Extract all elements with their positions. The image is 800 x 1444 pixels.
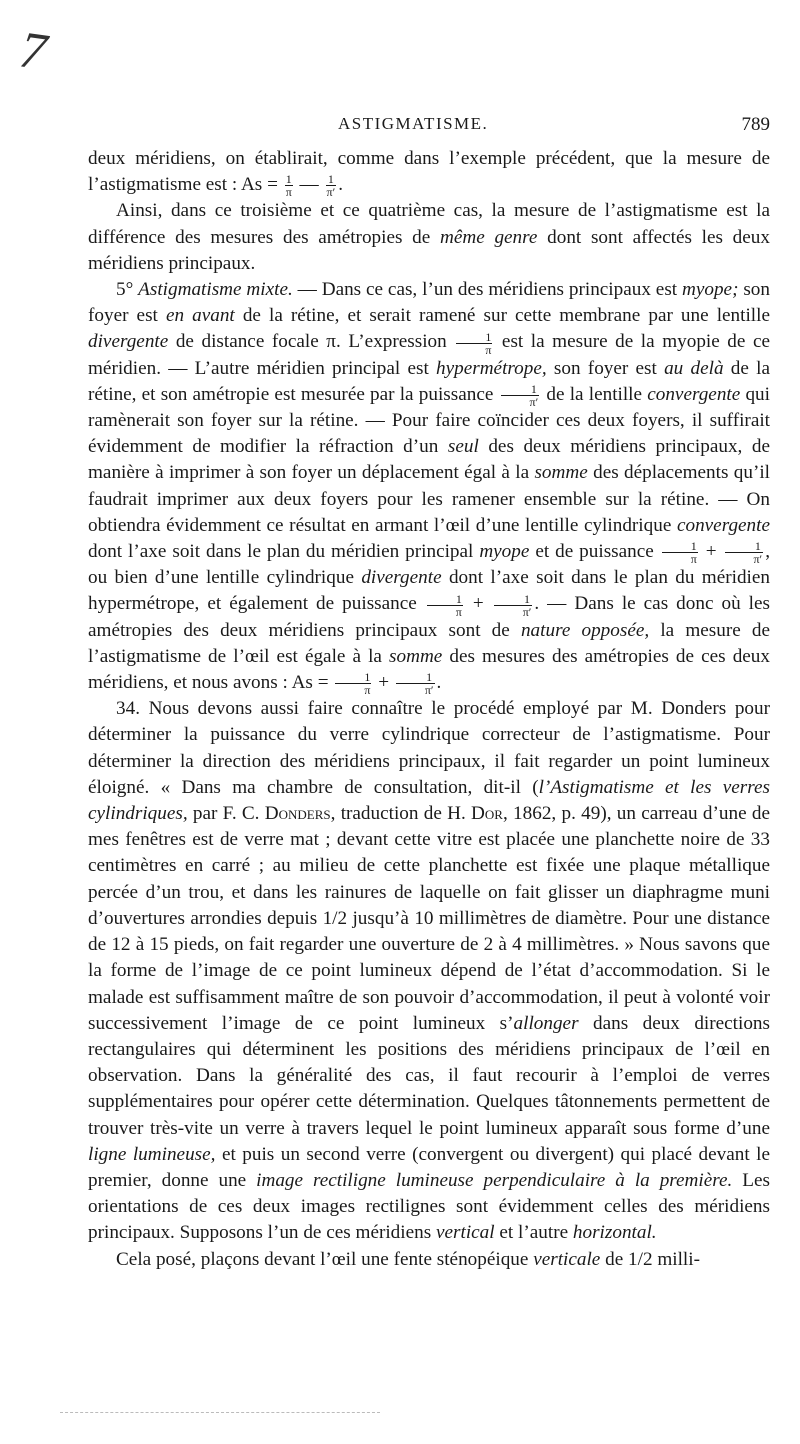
running-head	[88, 114, 770, 142]
text-span: des déplacements qu’il faudrait imprimer aux deux foyers pour les ramener ensemble sur la rétine. — On obtiendra évidemment ce résultat en armant l’œil d’une lentille cylindrique	[88, 462, 770, 536]
text-span: son foyer est	[546, 357, 665, 379]
italic-span: divergente	[88, 331, 169, 353]
text-span: est la mesure de la myopie de ce méridien. — L’autre méridien principal est	[88, 331, 770, 379]
fraction-denominator: π′	[522, 604, 532, 619]
fraction-numerator: 1	[725, 540, 764, 553]
author-name: Donders	[264, 803, 331, 825]
handwritten-mark: 7	[16, 21, 50, 82]
fraction-numerator: 1	[396, 671, 435, 684]
fraction-numerator: 1	[501, 383, 540, 396]
fraction-numerator: 1	[326, 173, 337, 186]
fraction-denominator: π	[690, 552, 697, 567]
fraction-numerator: 1	[335, 671, 371, 684]
fraction-numerator: 1	[285, 172, 292, 187]
text-span: dont l’axe soit dans le plan du méridien principal	[88, 541, 480, 563]
text-span: des mesures des amétropies de ces deux méridiens, et nous avons : As =	[88, 645, 770, 694]
italic-span: myope	[479, 541, 530, 563]
italic-span: horizontal.	[572, 1222, 657, 1244]
paragraph-3	[88, 277, 770, 696]
italic-span: en avant	[165, 305, 235, 327]
text-span: de la lentille	[541, 383, 648, 405]
text-span: son foyer est	[88, 279, 770, 327]
text-span: dans deux directions rectangulaires qui déterminent les positions des méridiens principaux de l’œil en observation. Dans la généralité des cas, il faut recourir à l’emploi de verres supplémentaires pour opérer cette détermination. Quelques tâtonnements permettent de trouver très-vite un verre à travers lequel le point lumineux apparaît sous forme d’une	[88, 1012, 770, 1139]
plus-sign: +	[699, 541, 723, 563]
fraction-denominator: π	[455, 604, 462, 619]
text-span: .	[436, 672, 442, 694]
text-span: la mesure de l’astigmatisme de l’œil est égale à la	[88, 619, 770, 667]
fraction-numerator: 1	[662, 540, 698, 553]
fraction-denominator: π′	[326, 185, 336, 200]
italic-span: nature opposée,	[520, 619, 650, 641]
italic-span: convergente	[647, 383, 741, 405]
text-span: par F. C.	[187, 803, 265, 825]
footer-rule	[60, 1412, 380, 1413]
text-span: , ou bien d’une lentille cylindrique	[88, 541, 770, 589]
fraction-numerator: 1	[427, 593, 463, 606]
text-span: deux méridiens, on établirait, comme dans l’exemple précédent, que la mesure de l’astigmatisme est : As =	[88, 148, 770, 196]
plus-sign: +	[464, 593, 492, 615]
fraction-denominator: π′	[424, 683, 434, 698]
text-span: 34. Nous devons aussi faire connaître le procédé employé par M. Donders pour déterminer la puissance du verre cylindrique correcteur de l’astigmatisme. Pour déterminer la direction des méridiens principaux, il fait regarder un point lumineux éloigné. « Dans ma chambre de consultation, dit-il (	[88, 698, 770, 798]
text-span: , 1862, p. 49), un carreau d’une de mes fenêtres est de verre mat ; devant cette vitre est placée une planchette noire de 33 centimètres en carré ; au milieu de cette planchette est fixée une plaque métallique percée d’un trou, et dans les rainures de laquelle on fait glisser un diaphragme muni d’ouvertures arrondies depuis 1/2 jusqu’à 10 millimètres de diamètre. Pour une distance de 12 à 15 pieds, on fait regarder une ouverture de 2 à 4 millimètres. » Nous savons que la forme de l’image de ce point lumineux dépend de l’état d’accommodation. Si le malade est suffisamment maître de son pouvoir d’accommodation, il peut à volonté voir successivement l’image de ce point lumineux s’	[88, 803, 770, 1034]
fraction-1-over-pi-prime	[494, 593, 533, 618]
text-span: . — Dans le cas donc où les amétropies des deux méridiens principaux sont de	[88, 593, 770, 641]
fraction-denominator: π	[285, 185, 292, 200]
translator-name: Dor	[471, 803, 503, 825]
italic-span: image rectiligne lumineuse perpendiculaire à la première.	[256, 1169, 733, 1191]
text-span: de la rétine, et son amétropie est mesurée par la puissance	[88, 357, 770, 405]
italic-span: allonger	[513, 1012, 579, 1034]
text-span: — Dans ce cas, l’un des méridiens principaux est	[292, 279, 682, 301]
body-text	[88, 146, 770, 1273]
fraction-1-over-pi-prime	[501, 383, 540, 408]
plus-sign: +	[373, 672, 394, 694]
fraction-1-over-pi	[427, 593, 463, 618]
fraction-1-over-pi	[456, 331, 492, 356]
text-span: de distance focale π. L’expression	[168, 331, 455, 353]
text-span: des deux méridiens principaux, de manière à imprimer à son foyer un déplacement égal à la	[88, 436, 771, 484]
text-span: .	[338, 174, 344, 196]
italic-span: convergente	[676, 514, 770, 536]
fraction-1-over-pi-prime	[725, 540, 764, 565]
text-span: 5°	[116, 279, 139, 301]
fraction-denominator: π′	[529, 394, 539, 409]
italic-span: ligne lumineuse,	[88, 1143, 216, 1165]
fraction-numerator: 1	[494, 593, 533, 606]
text-span: dont l’axe soit dans le plan du méridien hypermétrope, et également de puissance	[88, 567, 771, 615]
text-span: et l’autre	[494, 1222, 573, 1244]
italic-span: vertical	[435, 1222, 495, 1244]
paragraph-5	[88, 1247, 770, 1273]
paragraph-1	[88, 146, 770, 198]
italic-span: seul	[447, 436, 479, 458]
running-head-title: ASTIGMATISME.	[338, 114, 489, 133]
text-span: et de puissance	[529, 541, 660, 563]
fraction-1-over-pi-prime	[326, 173, 337, 198]
text-span: Les orientations de ces deux images rectilignes sont évidemment celles des méridiens principaux. Supposons l’un de ces méridiens	[88, 1169, 770, 1244]
italic-span: somme	[534, 462, 588, 484]
fraction-1-over-pi	[662, 540, 698, 565]
book-title: l’Astigmatisme et les verres cylindriques,	[88, 776, 771, 825]
fraction-denominator: π	[364, 683, 371, 698]
fraction-1-over-pi-prime	[396, 671, 435, 696]
text-span: , traduction de H.	[330, 803, 472, 825]
italic-span: hypermétrope,	[436, 357, 547, 379]
fraction-1-over-pi	[335, 671, 371, 696]
italic-span: verticale	[533, 1248, 601, 1270]
text-span: et puis un second verre (convergent ou divergent) qui placé devant le premier, donne une	[88, 1143, 770, 1191]
italic-span: même genre	[439, 226, 538, 248]
italic-span: divergente	[361, 567, 442, 589]
text-span: —	[294, 174, 324, 196]
text-span: qui ramènerait son foyer sur la rétine. — Pour faire coïncider ces deux foyers, il suffirait évidemment de modifier la réfraction d’un	[88, 383, 770, 458]
text-span: de 1/2 milli-	[600, 1248, 700, 1270]
text-span: Ainsi, dans ce troisième et ce quatrième cas, la mesure de l’astigmatisme est la différence des mesures des amétropies de	[88, 200, 770, 248]
text-span: Cela posé, plaçons devant l’œil une fente sténopéique	[116, 1248, 534, 1270]
paragraph-4	[88, 696, 770, 1246]
paragraph-2	[88, 198, 770, 277]
italic-span: au delà	[664, 357, 724, 379]
fraction-1-over-pi	[285, 173, 293, 198]
text-span: dont sont affectés les deux méridiens principaux.	[88, 226, 770, 274]
text-span: de la rétine, et serait ramené sur cette membrane par une lentille	[234, 305, 770, 327]
section-title: Astigmatisme mixte.	[138, 279, 293, 301]
fraction-numerator: 1	[456, 331, 492, 344]
fraction-denominator: π′	[753, 552, 763, 567]
italic-span: somme	[389, 645, 443, 667]
italic-span: myope;	[682, 279, 739, 301]
fraction-denominator: π	[485, 342, 492, 357]
page-number: 789	[741, 114, 770, 135]
